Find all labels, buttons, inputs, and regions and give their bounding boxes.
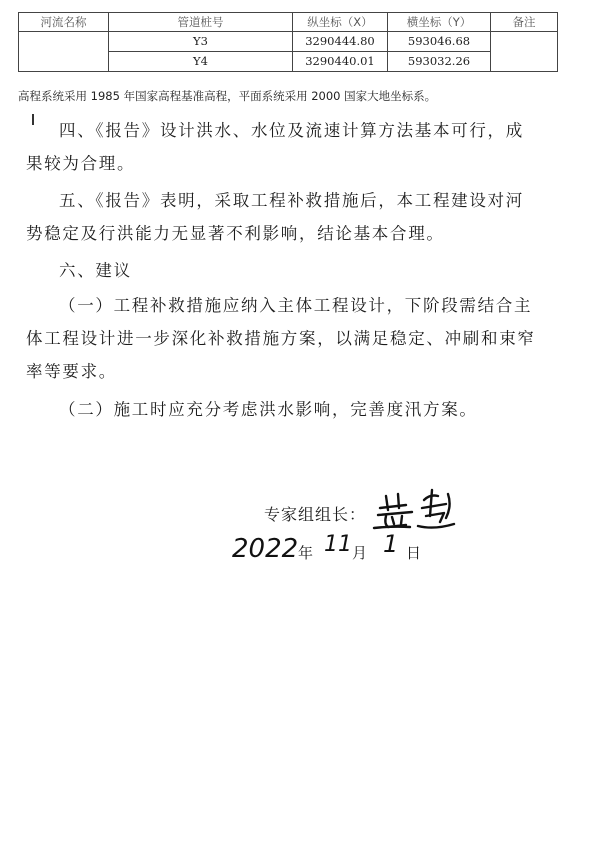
header-pile-number: 管道桩号 [109, 13, 293, 32]
paragraph-line: 六、建议 [59, 261, 132, 280]
coordinate-table [18, 12, 558, 72]
pile-cell: Y4 [109, 52, 293, 72]
paragraph-line: 率等要求。 [26, 362, 117, 381]
header-x-coordinate: 纵坐标（X） [293, 13, 388, 32]
remarks-cell [491, 32, 558, 52]
header-river-name: 河流名称 [19, 13, 109, 32]
date-day-label: 日 [406, 544, 422, 562]
date-year-handwritten: 2022 [232, 534, 299, 564]
paragraph-line: 四、《报告》设计洪水、水位及流速计算方法基本可行，成 [59, 121, 524, 140]
paragraph-line: 势稳定及行洪能力无显著不利影响，结论基本合理。 [26, 224, 445, 243]
pile-cell: Y3 [109, 32, 293, 52]
paragraph-line: 五、《报告》表明，采取工程补救措施后，本工程建设对河 [59, 191, 524, 210]
date-month-label: 月 [352, 544, 368, 562]
paragraph-line: 果较为合理。 [26, 154, 136, 173]
date-month-handwritten: 11 [324, 532, 352, 557]
header-y-coordinate: 横坐标（Y） [388, 13, 491, 32]
suggestion-2 [26, 393, 586, 426]
date-day-handwritten: 1 [383, 530, 399, 558]
coordinate-system-note: 高程系统采用 1985 年国家高程基准高程，平面系统采用 2000 国家大地坐标系。 [18, 89, 437, 103]
handwritten-signature [372, 486, 467, 534]
header-remarks: 备注 [491, 13, 558, 32]
paragraph-line: 体工程设计进一步深化补救措施方案，以满足稳定、冲刷和束窄 [26, 329, 536, 348]
x-cell: 3290440.01 [293, 52, 388, 72]
paragraph-5 [26, 184, 586, 250]
date-year-label: 年 [298, 544, 314, 562]
river-name-cell [19, 52, 109, 72]
suggestion-1 [26, 289, 586, 388]
x-cell: 3290444.80 [293, 32, 388, 52]
y-cell: 593032.26 [388, 52, 491, 72]
section-6-title [26, 254, 586, 287]
y-cell: 593046.68 [388, 32, 491, 52]
paragraph-line: （二）施工时应充分考虑洪水影响，完善度汛方案。 [59, 400, 478, 419]
table-row [19, 32, 558, 52]
river-name-cell [19, 32, 109, 52]
remarks-cell [491, 52, 558, 72]
table-header-row [19, 13, 558, 32]
signature-label: 专家组组长： [264, 505, 367, 524]
paragraph-4 [26, 114, 586, 180]
signing-date [232, 532, 432, 576]
paragraph-line: （一）工程补救措施应纳入主体工程设计，下阶段需结合主 [59, 296, 533, 315]
table-row [19, 52, 558, 72]
